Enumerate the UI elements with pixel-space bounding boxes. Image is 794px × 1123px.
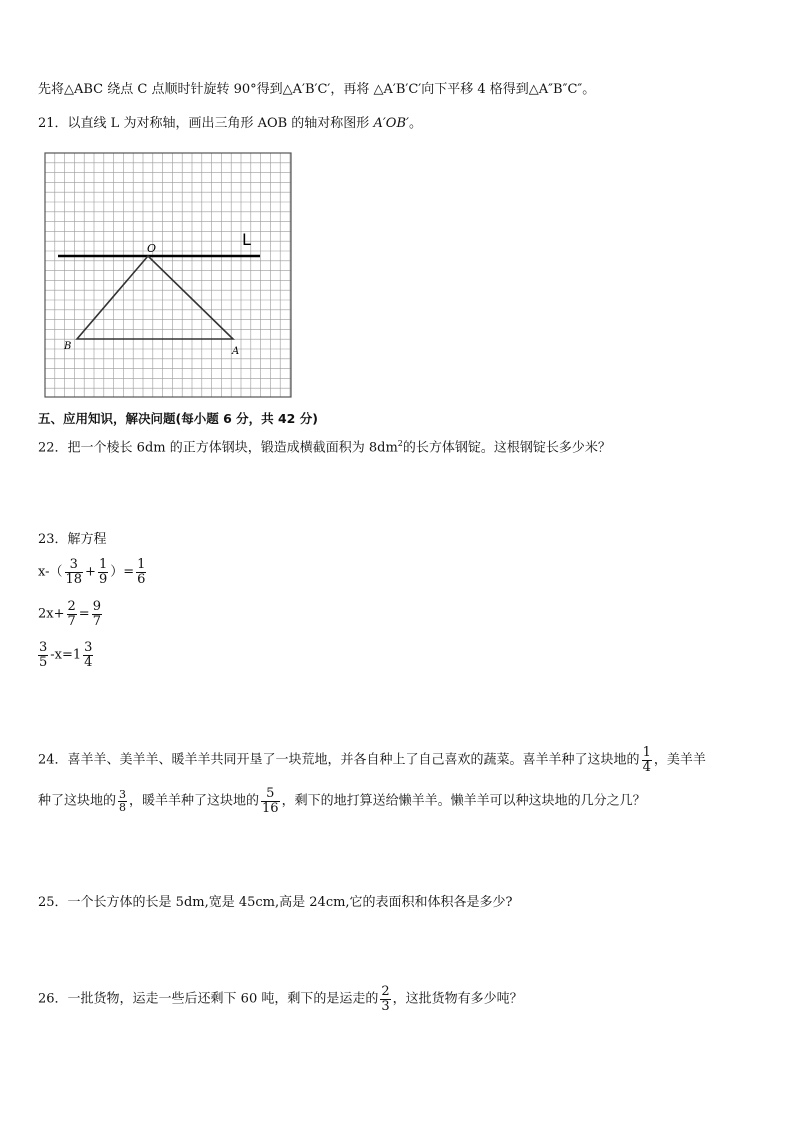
eq1-fraction-1: [65, 558, 84, 586]
q24-text-d: ，暖羊羊种了这块地的: [129, 793, 260, 809]
eq1-f2-denominator: 9: [98, 571, 108, 587]
axis-label-l: L: [242, 230, 251, 249]
q26-denominator: 3: [381, 998, 390, 1014]
eq1-fraction-2: [98, 558, 108, 586]
eq3-f1-numerator: 3: [39, 640, 48, 655]
eq1-f1-numerator: 3: [65, 558, 84, 573]
eq1-f1-denominator: 18: [65, 571, 83, 587]
q24-f1-denominator: 4: [642, 759, 651, 775]
point-label-a: A: [232, 346, 240, 357]
q24-f2-numerator: 3: [119, 788, 127, 802]
question-25: [38, 895, 513, 911]
eq1-fraction-3: [136, 558, 146, 586]
section-5-heading: 五、应用知识，解决问题(每小题 6 分，共 42 分): [38, 411, 318, 426]
question-24-line-2: [38, 787, 646, 815]
q21-period: 。: [408, 116, 422, 131]
eq1-f3-denominator: 6: [137, 571, 146, 587]
eq3-f1-denominator: 5: [39, 654, 48, 670]
eq3-fraction-1: [38, 641, 48, 669]
eq2-equals: =: [78, 606, 90, 622]
point-label-o: O: [147, 242, 157, 255]
q26-text-a: 一批货物，运走一些后还剩下 60 吨，剩下的是运走的: [67, 991, 379, 1007]
eq3-f2-numerator: 3: [84, 640, 93, 655]
q22-number: 22．: [38, 440, 68, 456]
eq2-f1-denominator: 7: [67, 613, 76, 629]
q26-text-b: ，这批货物有多少吨？: [392, 991, 523, 1007]
q24-fraction-1: [642, 746, 652, 774]
q24-text-e: ，剩下的地打算送给懒羊羊。懒羊羊可以种这块地的几分之几？: [281, 793, 646, 809]
q21-figure-name: A′OB′: [373, 116, 409, 131]
eq2-fraction-2: [92, 600, 102, 628]
eq3-f2-denominator: 4: [84, 654, 93, 670]
q23-title: 解方程: [67, 532, 107, 547]
q21-number: 21．: [38, 116, 68, 131]
q24-text-c: 种了这块地的: [38, 793, 117, 809]
q22-text-a: 把一个棱长 6dm 的正方体钢块，锻造成横截面积为 8dm: [67, 440, 398, 456]
question-22: [38, 439, 611, 456]
q24-f1-numerator: 1: [642, 745, 651, 760]
eq1-f2-numerator: 1: [98, 557, 108, 572]
triangle-aob: [77, 256, 233, 339]
question-23-title: [38, 532, 107, 548]
q24-fraction-2: [118, 789, 127, 813]
question-26: [38, 985, 523, 1013]
q25-number: 25．: [38, 895, 68, 910]
q24-f3-numerator: 5: [261, 787, 280, 802]
eq1-plus: +: [85, 564, 96, 580]
eq3-fraction-2: [83, 641, 93, 669]
eq2-f2-numerator: 9: [92, 599, 101, 614]
eq1-f3-numerator: 1: [137, 557, 146, 572]
q26-fraction: [380, 985, 390, 1013]
eq3-middle: -x=1: [50, 647, 82, 663]
q25-text: 一个长方体的长是 5dm,宽是 45cm,高是 24cm,它的表面积和体积各是多少?: [67, 895, 513, 910]
q24-text-a: 喜羊羊、美羊羊、暖羊羊共同开垦了一块荒地，并各自种上了自己喜欢的蔬菜。喜羊羊种了这块地的: [67, 752, 640, 768]
lead-text: 先将△ABC 绕点 C 点顺时针旋转 90°得到△A′B′C′，再将 △A′B′C′向下平移 4 格得到△A″B″C″。: [38, 82, 596, 97]
q24-number: 24．: [38, 752, 68, 768]
symmetry-grid-figure: [44, 152, 292, 398]
eq2-fraction-1: [67, 600, 77, 628]
eq1-equals: ）=: [110, 564, 135, 580]
eq1-prefix: x-（: [38, 564, 63, 580]
eq2-f1-numerator: 2: [67, 599, 76, 614]
question-24-line-1: [38, 746, 706, 774]
q21-text: 以直线 L 为对称轴，画出三角形 AOB 的轴对称图形: [67, 116, 374, 131]
q24-f2-denominator: 8: [119, 800, 127, 814]
q22-superscript: 2: [397, 439, 403, 448]
q23-number: 23．: [38, 532, 68, 547]
q26-number: 26．: [38, 991, 68, 1007]
q24-f3-denominator: 16: [262, 800, 279, 816]
eq2-prefix: 2x+: [38, 606, 65, 622]
equation-2: [38, 600, 104, 628]
q22-text-b: 的长方体钢锭。这根钢锭长多少米？: [402, 440, 611, 456]
equation-1: [38, 558, 148, 586]
point-label-b: B: [64, 341, 72, 352]
eq2-f2-denominator: 7: [92, 613, 101, 629]
question-21: [38, 116, 422, 132]
equation-3: [36, 641, 95, 669]
q24-text-b: ，美羊羊: [653, 752, 706, 768]
q26-numerator: 2: [381, 984, 390, 999]
q24-fraction-3: [261, 787, 280, 815]
